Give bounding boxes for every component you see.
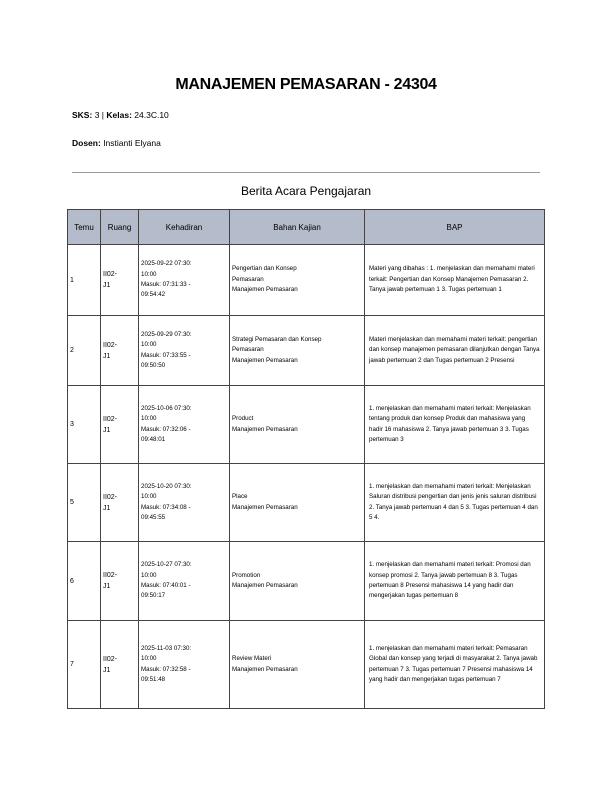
table-row [68,386,545,464]
table-header-row [68,210,545,245]
kehadiran-cell: 2025-09-22 07:30: 10:00 Masuk: 07:31:33 - 09:54:42 [139,245,230,316]
teaching-report-table [67,209,545,709]
kehadiran-cell: 2025-10-27 07:30: 10:00 Masuk: 07:40:01 - 09:50:17 [139,542,230,621]
meta-separator: | [101,110,105,120]
page-title: MANAJEMEN PEMASARAN - 24304 [175,76,437,93]
temu-cell: 6 [68,542,101,621]
column-header-bahan-kajian: Bahan Kajian [230,210,365,245]
bahan-kajian-cell: Promotion Manajemen Pemasaran [230,542,365,621]
section-title: Berita Acara Pengajaran [240,184,372,198]
kelas-value: 24.3C.10 [134,110,169,120]
ruang-cell: II02- J1 [101,316,139,386]
bahan-kajian-cell: Strategi Pemasaran dan Konsep Pemasaran Manajemen Pemasaran [230,316,365,386]
dosen-label: Dosen: [72,138,101,148]
sks-label: SKS: [72,110,93,120]
kehadiran-cell: 2025-10-06 07:30: 10:00 Masuk: 07:32:06 - 09:48:01 [139,386,230,464]
temu-cell: 3 [68,386,101,464]
ruang-cell: II02- J1 [101,386,139,464]
bap-cell: 1. menjelaskan dan memahami materi terkait: Menjelaskan tentang produk dan konsep Produk dan mahasiswa yang hadir 16 mahasiswa 2. Tanya jawab pertemuan 3 3. Tugas pertemuan 3 [365,386,545,464]
divider [72,172,540,173]
bap-cell: Materi yang dibahas : 1. menjelaskan dan memahami materi terkait: Pengertian dan Konsep Manajemen Pemasaran 2. Tanya jawab pertemuan 1 3. Tugas pertemuan 1 [365,245,545,316]
temu-cell: 1 [68,245,101,316]
table-row [68,245,545,316]
bap-cell: 1. menjelaskan dan memahami materi terkait: Menjelaskan Saluran distribusi pengertian dan jenis jenis saluran distribusi 2. Tanya jawab pertemuan 4 dan 5 3. Tugas pertemuan 4 dan 5 4. [365,464,545,542]
dosen-value: Instianti Elyana [103,138,161,148]
column-header-kehadiran: Kehadiran [139,210,230,245]
ruang-cell: II02- J1 [101,245,139,316]
lecturer-meta [72,138,161,148]
temu-cell: 5 [68,464,101,542]
column-header-bap: BAP [365,210,545,245]
bahan-kajian-cell: Place Manajemen Pemasaran [230,464,365,542]
kehadiran-cell: 2025-09-29 07:30: 10:00 Masuk: 07:33:55 - 09:50:50 [139,316,230,386]
temu-cell: 2 [68,316,101,386]
column-header-ruang: Ruang [101,210,139,245]
kehadiran-cell: 2025-10-20 07:30: 10:00 Masuk: 07:34:08 - 09:45:55 [139,464,230,542]
table-row [68,621,545,709]
sks-value: 3 [94,110,100,120]
ruang-cell: II02- J1 [101,464,139,542]
kehadiran-cell: 2025-11-03 07:30: 10:00 Masuk: 07:32:58 - 09:51:48 [139,621,230,709]
bahan-kajian-cell: Pengertian dan Konsep Pemasaran Manajemen Pemasaran [230,245,365,316]
ruang-cell: II02- J1 [101,621,139,709]
table-row [68,464,545,542]
bap-cell: Materi menjelaskan dan memahami materi terkait: pengertian dan konsep manajemen pemasaran dilanjutkan dengan Tanya jawab pertemuan 2 dan Tugas pertemuan 2 Presensi [365,316,545,386]
kelas-label: Kelas: [106,110,132,120]
bahan-kajian-cell: Product Manajemen Pemasaran [230,386,365,464]
table-row [68,316,545,386]
table-row [68,542,545,621]
course-meta [72,110,169,120]
bap-cell: 1. menjelaskan dan memahami materi terkait: Promosi dan konsep promosi 2. Tanya jawab pertemuan 8 3. Tugas pertemuan 8 Presensi mahasiswa 14 yang hadir dan mengerjakan tugas pertemuan 8 [365,542,545,621]
bahan-kajian-cell: Review Materi Manajemen Pemasaran [230,621,365,709]
column-header-temu: Temu [68,210,101,245]
bap-cell: 1. menjelaskan dan memahami materi terkait: Pemasaran Global dan konsep yang terjadi di masyarakat 2. Tanya jawab pertemuan 7 3. Tugas pertemuan 7 Presensi mahasiswa 14 yang hadir dan mengerjakan tugas pertemuan 7 [365,621,545,709]
ruang-cell: II02- J1 [101,542,139,621]
temu-cell: 7 [68,621,101,709]
